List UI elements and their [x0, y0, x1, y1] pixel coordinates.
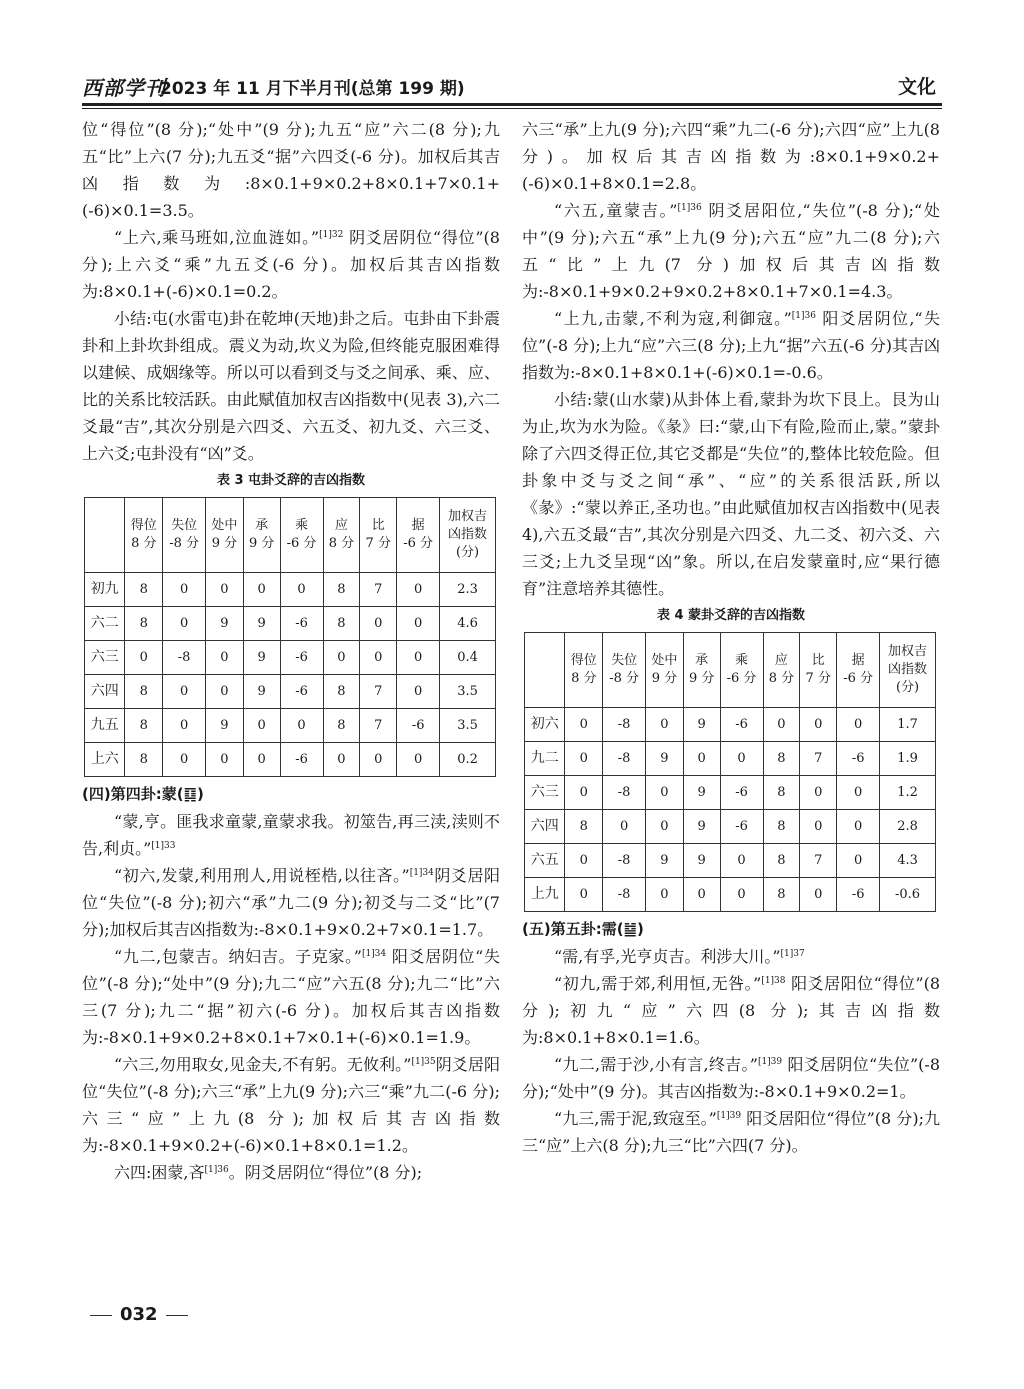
table-cell: 8	[763, 810, 800, 844]
table-row	[85, 743, 496, 777]
column-header	[85, 498, 125, 573]
table-cell: 0	[837, 810, 880, 844]
table-cell: 0	[646, 776, 684, 810]
table-cell: 1.7	[880, 708, 936, 742]
table-cell: 1.9	[880, 742, 936, 776]
table-cell: 8	[763, 844, 800, 878]
citation: [1]36	[791, 311, 816, 321]
table-cell: 8	[125, 675, 163, 709]
table-header-row	[525, 633, 936, 708]
table-cell: -6	[720, 776, 763, 810]
table-cell: 0	[646, 810, 684, 844]
table-cell: 0	[397, 743, 440, 777]
table-cell: 0	[646, 708, 684, 742]
table-cell: 0	[837, 708, 880, 742]
summary-paragraph: 小结:屯(水雷屯)卦在乾坤(天地)卦之后。屯卦由下卦震卦和上卦坎卦组成。震义为动,坎义为险,但终能克服困难得以建候、成姻缘等。所以可以看到爻与爻之间承、乘、应、比的关系比较活跃。由此赋值加权吉凶指数中(见表 3),六二爻最“吉”,其次分别是六四爻、六五爻、初九爻、六三爻、上六爻;屯卦没有“凶”爻。	[82, 309, 500, 463]
table-3-caption: 表 3 屯卦爻辞的吉凶指数	[216, 473, 366, 488]
table-header-row	[85, 498, 496, 573]
column-header: 承 9 分	[683, 633, 720, 708]
table-cell: 0	[800, 708, 837, 742]
table-cell: 上九	[525, 878, 565, 912]
column-header: 处中 9 分	[646, 633, 684, 708]
table-cell: 0	[800, 776, 837, 810]
column-header: 加权吉 凶指数 (分)	[440, 498, 496, 573]
table-cell: -8	[603, 878, 646, 912]
table-cell: 2.3	[440, 573, 496, 607]
table-cell: -6	[280, 607, 323, 641]
citation: [1]39	[716, 1111, 742, 1121]
table-cell: 0	[397, 675, 440, 709]
table-row	[525, 844, 936, 878]
table-cell: 8	[763, 776, 800, 810]
journal-logo: 西部学刊	[82, 76, 166, 100]
column-header: 失位 -8 分	[163, 498, 206, 573]
table-cell: 0	[163, 607, 206, 641]
table-cell: -8	[603, 844, 646, 878]
table-cell: 初九	[85, 573, 125, 607]
column-header: 据 -6 分	[397, 498, 440, 573]
paragraph: “六三,勿用取女,见金夫,不有躬。无攸利。”$^{[1]35}$阴爻居阳位“失位”(-8 分);六三“承”上九(9 分);六三“乘”九二(-6 分);六三“应”上九(8 分);加权后其吉凶指数为:-8×0.1+9×0.2+(-6)×0.1+8×0.1=1.2。	[82, 1055, 500, 1155]
table-row	[85, 641, 496, 675]
table-cell: 0	[125, 641, 163, 675]
table-cell: 0	[603, 810, 646, 844]
table-4	[524, 632, 936, 912]
column-header: 据 -6 分	[837, 633, 880, 708]
table-cell: 0	[565, 708, 603, 742]
table-cell: 4.3	[880, 844, 936, 878]
column-header: 比 7 分	[800, 633, 837, 708]
table-cell: -8	[163, 641, 206, 675]
paragraph: “九二,包蒙吉。纳妇吉。子克家。”$^{[1]34}$ 阳爻居阴位“失位”(-8 分);“处中”(9 分);九二“应”六五(8 分);九二“比”六三(7 分);九二“据”初六(-6 分)。加权后其吉凶指数为:-8×0.1+9×0.2+8×0.1+7×0.1+(-6)×0.1=1.9。	[82, 947, 500, 1047]
paragraph: 六三“承”上九(9 分);六四“乘”九二(-6 分);六四“应”上九(8 分)。加权后其吉凶指数为:8×0.1+9×0.2+(-6)×0.1+8×0.1=2.8。	[522, 120, 940, 193]
table-cell: 0	[720, 844, 763, 878]
column-header: 应 8 分	[323, 498, 360, 573]
table-cell: 4.6	[440, 607, 496, 641]
citation: [1]36	[677, 203, 702, 213]
table-cell: 初六	[525, 708, 565, 742]
table-cell: -6	[280, 641, 323, 675]
table-cell: 8	[565, 810, 603, 844]
paragraph: “初六,发蒙,利用刑人,用说桎梏,以往吝。”$^{[1]34}$阴爻居阳位“失位”(-8 分);初六“承”九二(9 分);初爻与二爻“比”(7 分);加权后其吉凶指数为:-8×0.1+9×0.2+7×0.1=1.7。	[82, 866, 500, 939]
header-rule-thin	[82, 108, 942, 109]
citation: [1]34	[361, 949, 387, 959]
table-cell: 0	[683, 878, 720, 912]
section-heading: (四)第四卦:蒙(䷃)	[82, 785, 204, 803]
table-cell: -6	[720, 708, 763, 742]
table-cell: 9	[646, 742, 684, 776]
table-cell: 9	[683, 844, 720, 878]
table-cell: 7	[800, 844, 837, 878]
table-cell: 九二	[525, 742, 565, 776]
table-cell: 8	[125, 573, 163, 607]
table-cell: 0	[280, 709, 323, 743]
paragraph: “九二,需于沙,小有言,终吉。”$^{[1]39}$ 阳爻居阴位“失位”(-8 分);“处中”(9 分)。其吉凶指数为:-8×0.1+9×0.2=1。	[522, 1055, 940, 1101]
table-cell: 0	[206, 573, 244, 607]
table-cell: 2.8	[880, 810, 936, 844]
table-cell: 8	[125, 607, 163, 641]
table-cell: -8	[603, 742, 646, 776]
table-cell: 0	[683, 742, 720, 776]
table-cell: 7	[360, 675, 397, 709]
table-cell: 0	[323, 641, 360, 675]
table-cell: 0	[360, 641, 397, 675]
table-cell: 0	[163, 709, 206, 743]
table-cell: 0	[243, 743, 280, 777]
column-header: 得位 8 分	[125, 498, 163, 573]
table-cell: -6	[837, 742, 880, 776]
table-cell: 7	[360, 573, 397, 607]
table-cell: 0	[206, 641, 244, 675]
citation: [1]32	[319, 230, 344, 240]
table-cell: 0	[163, 675, 206, 709]
table-cell: 8	[125, 709, 163, 743]
table-row	[525, 708, 936, 742]
citation: [1]38	[761, 976, 786, 986]
column-header: 乘 -6 分	[720, 633, 763, 708]
table-cell: -6	[397, 709, 440, 743]
paragraph: “需,有孚,光亨贞吉。利涉大川。”$^{[1]37}$	[554, 947, 805, 966]
table-cell: 0	[206, 743, 244, 777]
column-header: 乘 -6 分	[280, 498, 323, 573]
table-cell: 九五	[85, 709, 125, 743]
issue-info: 2023 年 11 月下半月刊(总第 199 期)	[160, 79, 465, 99]
page-number: 032	[120, 1304, 158, 1325]
table-cell: 0	[206, 675, 244, 709]
table-cell: 9	[683, 708, 720, 742]
right-column	[522, 116, 940, 1159]
table-cell: 六三	[85, 641, 125, 675]
table-cell: 0	[565, 878, 603, 912]
table-cell: 0	[720, 878, 763, 912]
table-row	[525, 742, 936, 776]
table-cell: 0	[837, 776, 880, 810]
table-cell: 六三	[525, 776, 565, 810]
citation: [1]34	[409, 868, 434, 878]
table-cell: 0	[163, 743, 206, 777]
table-cell: 0	[397, 641, 440, 675]
paragraph: “蒙,亨。匪我求童蒙,童蒙求我。初筮告,再三渎,渎则不告,利贞。”$^{[1]33}$	[82, 812, 500, 858]
table-cell: 0	[360, 607, 397, 641]
column-header: 处中 9 分	[206, 498, 244, 573]
table-cell: 0	[397, 607, 440, 641]
table-cell: 上六	[85, 743, 125, 777]
left-column	[82, 116, 500, 1186]
table-cell: 0	[720, 742, 763, 776]
table-cell: 9	[683, 810, 720, 844]
table-cell: 0	[323, 743, 360, 777]
section-label: 文化	[897, 76, 936, 98]
table-cell: 3.5	[440, 675, 496, 709]
table-row	[525, 776, 936, 810]
table-cell: 9	[206, 607, 244, 641]
table-cell: 8	[323, 607, 360, 641]
table-cell: 9	[243, 675, 280, 709]
table-cell: -0.6	[880, 878, 936, 912]
table-cell: 8	[763, 878, 800, 912]
table-cell: 0	[646, 878, 684, 912]
table-cell: 六四	[525, 810, 565, 844]
table-cell: 六四	[85, 675, 125, 709]
paragraph: “九三,需于泥,致寇至。”$^{[1]39}$ 阳爻居阳位“得位”(8 分);九三“应”上六(8 分);九三“比”六四(7 分)。	[522, 1109, 940, 1155]
header-rule	[82, 103, 942, 106]
paragraph: 位“得位”(8 分);“处中”(9 分);九五“应”六二(8 分);九五“比”上六(7 分);九五爻“据”六四爻(-6 分)。加权后其吉凶指数为:8×0.1+9×0.2+8×0.1+7×0.1+(-6)×0.1=3.5。	[82, 120, 500, 220]
citation: [1]36	[204, 1165, 229, 1175]
table-cell: 0	[280, 573, 323, 607]
table-cell: 0	[360, 743, 397, 777]
paragraph: “上六,乘马班如,泣血涟如。”$^{[1]32}$ 阴爻居阴位“得位”(8 分);上六爻“乘”九五爻(-6 分)。加权后其吉凶指数为:8×0.1+(-6)×0.1=0.2。	[82, 228, 500, 301]
table-cell: 0	[565, 844, 603, 878]
column-header	[525, 633, 565, 708]
table-cell: 8	[125, 743, 163, 777]
table-cell: 0	[243, 709, 280, 743]
citation: [1]35	[411, 1057, 436, 1067]
table-cell: 0	[763, 708, 800, 742]
table-cell: 3.5	[440, 709, 496, 743]
table-row	[525, 810, 936, 844]
column-header: 加权吉 凶指数 (分)	[880, 633, 936, 708]
citation: [1]33	[151, 841, 176, 851]
table-row	[85, 675, 496, 709]
table-cell: 0.4	[440, 641, 496, 675]
table-cell: 六二	[85, 607, 125, 641]
table-cell: -6	[280, 743, 323, 777]
table-cell: 0	[243, 573, 280, 607]
table-cell: 9	[683, 776, 720, 810]
table-cell: 0	[397, 573, 440, 607]
table-4-caption: 表 4 蒙卦爻辞的吉凶指数	[656, 608, 806, 623]
citation: [1]39	[757, 1057, 783, 1067]
paragraph: “六五,童蒙吉。”$^{[1]36}$ 阴爻居阳位,“失位”(-8 分);“处中”(9 分);六五“承”上九(9 分);六五“应”九二(8 分);六五“比”上九(7 分)加权后其吉凶指数为:-8×0.1+9×0.2+9×0.2+8×0.1+7×0.1=4.3。	[522, 201, 940, 301]
table-cell: 8	[323, 675, 360, 709]
column-header: 比 7 分	[360, 498, 397, 573]
paragraph: 六四:困蒙,吝$^{[1]36}$。阴爻居阴位“得位”(8 分);	[114, 1163, 423, 1182]
table-cell: 7	[360, 709, 397, 743]
section-heading: (五)第五卦:需(䷄)	[522, 920, 644, 938]
table-cell: 0	[565, 742, 603, 776]
table-cell: 0.2	[440, 743, 496, 777]
table-cell: -6	[280, 675, 323, 709]
table-cell: -8	[603, 708, 646, 742]
table-cell: 8	[323, 709, 360, 743]
table-cell: -8	[603, 776, 646, 810]
table-cell: 0	[800, 810, 837, 844]
table-row	[85, 573, 496, 607]
table-row	[85, 709, 496, 743]
table-cell: 0	[163, 573, 206, 607]
table-cell: 8	[763, 742, 800, 776]
column-header: 承 9 分	[243, 498, 280, 573]
table-cell: 六五	[525, 844, 565, 878]
column-header: 得位 8 分	[565, 633, 603, 708]
table-cell: 7	[800, 742, 837, 776]
page-footer	[82, 1304, 196, 1325]
table-cell: -6	[837, 878, 880, 912]
column-header: 失位 -8 分	[603, 633, 646, 708]
citation: [1]37	[780, 949, 805, 959]
column-header: 应 8 分	[763, 633, 800, 708]
table-cell: 9	[646, 844, 684, 878]
table-cell: 8	[323, 573, 360, 607]
table-cell: 0	[565, 776, 603, 810]
table-cell: 9	[206, 709, 244, 743]
running-header	[82, 72, 942, 102]
table-cell: 0	[800, 878, 837, 912]
paragraph: “初九,需于郊,利用恒,无咎。”$^{[1]38}$ 阳爻居阳位“得位”(8 分);初九“应”六四(8 分);其吉凶指数为:8×0.1+8×0.1=1.6。	[522, 974, 940, 1047]
table-cell: 1.2	[880, 776, 936, 810]
table-row	[525, 878, 936, 912]
table-cell: 9	[243, 607, 280, 641]
table-cell: -6	[720, 810, 763, 844]
summary-paragraph: 小结:蒙(山水蒙)从卦体上看,蒙卦为坎下艮上。艮为山为止,坎为水为险。《彖》曰:“蒙,山下有险,险而止,蒙。”蒙卦除了六四爻得正位,其它爻都是“失位”的,整体比较危险。但卦象中爻与爻之间“承”、“应”的关系很活跃,所以《彖》:“蒙以养正,圣功也。”由此赋值加权吉凶指数中(见表 4),六五爻最“吉”,其次分别是六四爻、九二爻、初六爻、六三爻;上九爻呈现“凶”象。所以,在启发蒙童时,应“果行德育”注意培养其德性。	[522, 390, 940, 598]
table-cell: 0	[837, 844, 880, 878]
table-3	[84, 497, 496, 777]
table-row	[85, 607, 496, 641]
paragraph: “上九,击蒙,不利为寇,利御寇。”$^{[1]36}$ 阳爻居阴位,“失位”(-8 分);上九“应”六三(8 分);上九“据”六五(-6 分)其吉凶指数为:-8×0.1+8×0.1+(-6)×0.1=-0.6。	[522, 309, 940, 382]
table-cell: 9	[243, 641, 280, 675]
